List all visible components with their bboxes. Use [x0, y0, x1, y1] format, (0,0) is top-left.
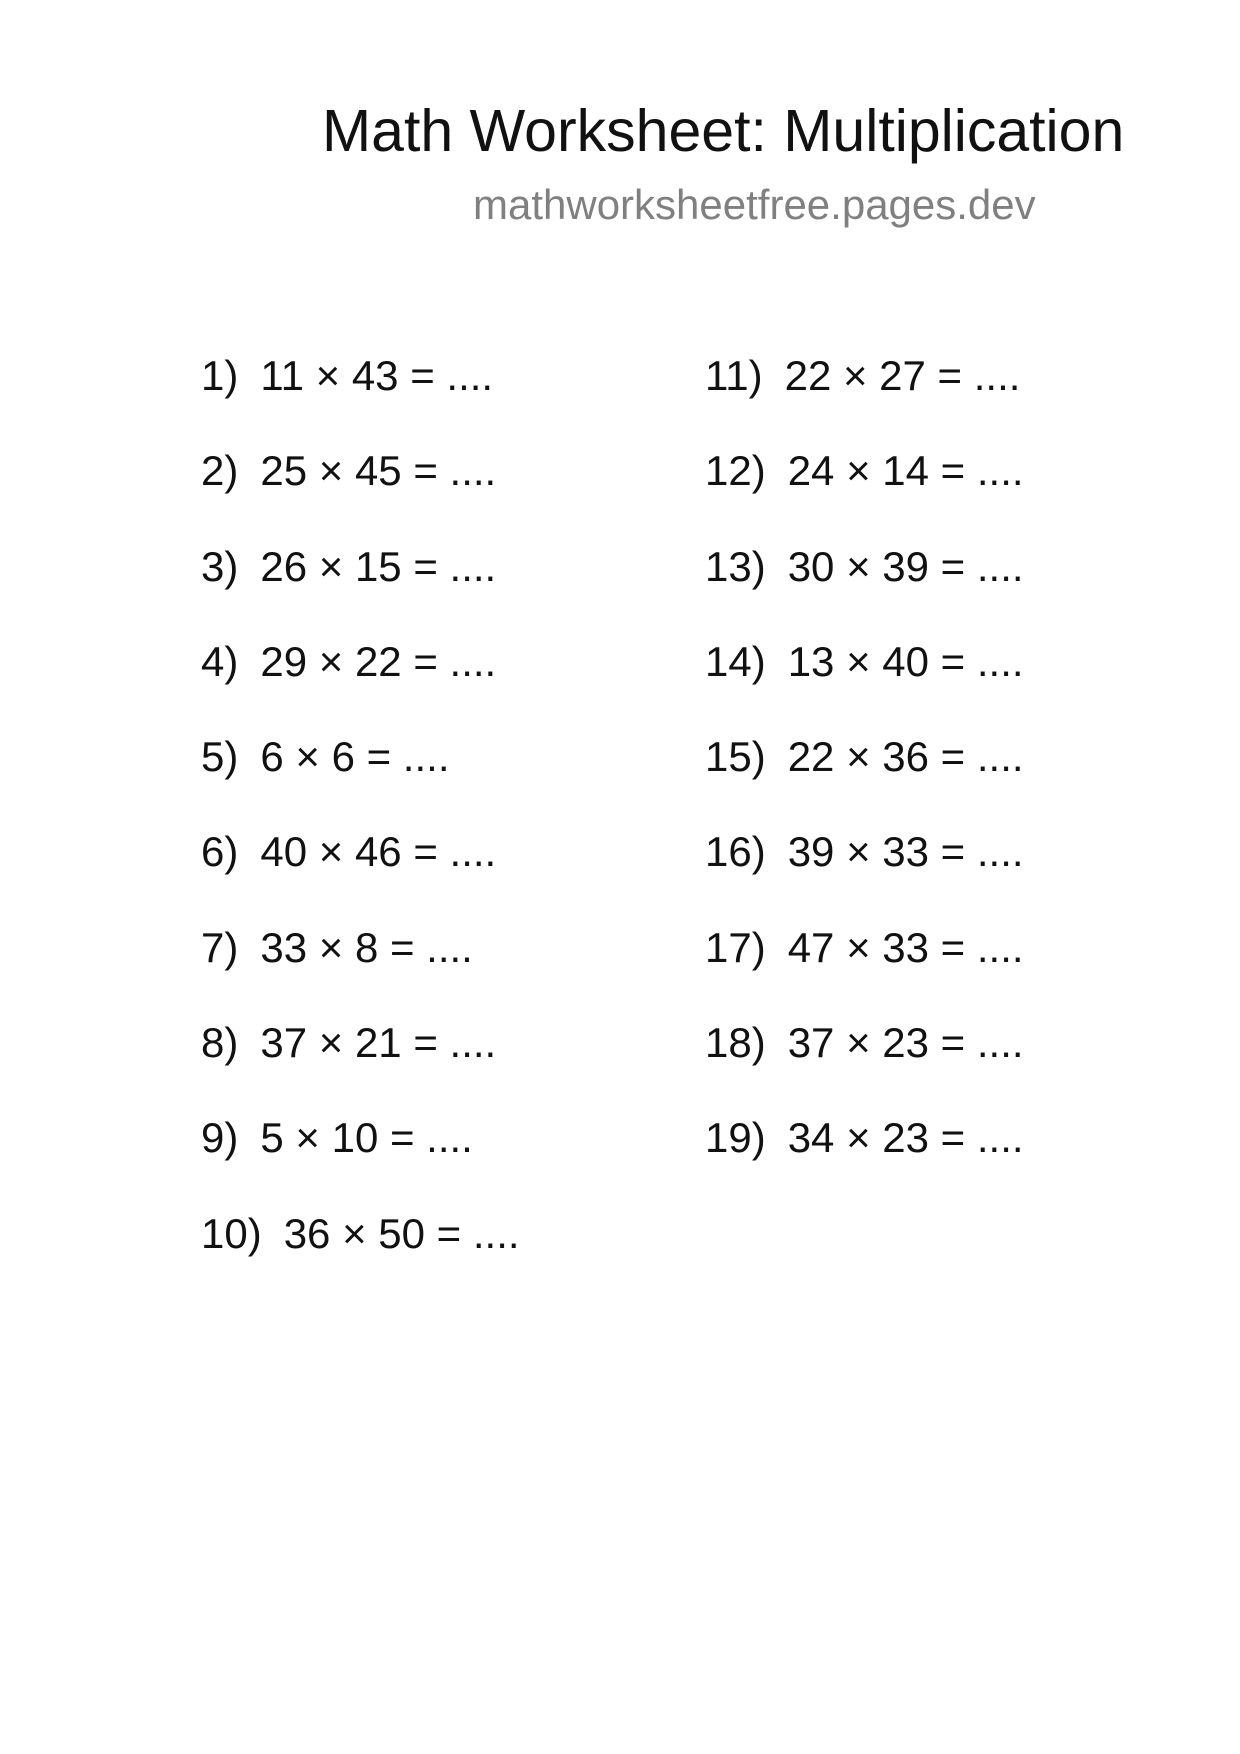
problem-column-left	[201, 351, 520, 1304]
problem-number: 12)	[705, 447, 766, 495]
problem-number: 1)	[201, 352, 239, 399]
problem-number: 19)	[705, 1114, 766, 1162]
problem-expression: 24 × 14 = ....	[787, 447, 1024, 495]
problem-item	[705, 542, 1024, 637]
problem-number: 11)	[705, 352, 763, 399]
problem-item	[201, 637, 520, 732]
problem-number: 15)	[705, 733, 766, 781]
problem-number: 16)	[705, 828, 766, 876]
problem-expression: 40 × 46 = ....	[260, 828, 497, 876]
problem-expression: 36 × 50 = ....	[283, 1209, 520, 1257]
problem-expression: 11 × 43 = ....	[260, 352, 494, 399]
problem-item	[201, 923, 520, 1018]
problem-expression: 6 × 6 = ....	[260, 733, 450, 781]
problem-expression: 39 × 33 = ....	[787, 828, 1024, 876]
problem-expression: 47 × 33 = ....	[787, 923, 1024, 971]
problem-expression: 5 × 10 = ....	[260, 1114, 473, 1162]
problem-item	[705, 827, 1024, 922]
problem-number: 10)	[201, 1209, 262, 1257]
problem-item	[705, 732, 1024, 827]
problem-expression: 34 × 23 = ....	[787, 1114, 1024, 1162]
problem-item	[201, 827, 520, 922]
problem-item	[705, 446, 1024, 541]
problem-number: 7)	[201, 923, 239, 971]
problem-item	[705, 1113, 1024, 1208]
problem-item	[201, 446, 520, 541]
problem-number: 2)	[201, 447, 239, 495]
problem-item	[201, 542, 520, 637]
problem-item	[705, 637, 1024, 732]
problem-item	[201, 732, 520, 827]
worksheet-title: Math Worksheet: Multiplication	[322, 98, 1125, 164]
problem-item	[201, 1209, 520, 1304]
problem-item	[705, 351, 1024, 446]
problem-expression: 33 × 8 = ....	[260, 923, 473, 971]
problem-expression: 22 × 36 = ....	[787, 733, 1024, 781]
problem-expression: 37 × 23 = ....	[787, 1019, 1024, 1067]
problem-number: 14)	[705, 637, 766, 685]
problem-item	[705, 923, 1024, 1018]
problem-expression: 13 × 40 = ....	[787, 637, 1024, 685]
problem-number: 17)	[705, 923, 766, 971]
problem-item	[201, 1113, 520, 1208]
worksheet-source-url: mathworksheetfree.pages.dev	[473, 181, 1036, 228]
problem-expression: 22 × 27 = ....	[784, 352, 1021, 399]
problem-number: 4)	[201, 637, 239, 685]
problem-number: 13)	[705, 542, 766, 590]
problem-number: 8)	[201, 1019, 239, 1067]
problem-number: 18)	[705, 1019, 766, 1067]
problem-expression: 26 × 15 = ....	[260, 542, 497, 590]
problem-column-right	[705, 351, 1024, 1209]
problem-expression: 37 × 21 = ....	[260, 1019, 497, 1067]
problem-item	[201, 1018, 520, 1113]
problem-expression: 29 × 22 = ....	[260, 637, 497, 685]
problem-number: 9)	[201, 1114, 239, 1162]
problem-item	[201, 351, 520, 446]
problem-number: 3)	[201, 542, 239, 590]
problem-number: 5)	[201, 733, 239, 781]
problem-expression: 30 × 39 = ....	[787, 542, 1024, 590]
problem-expression: 25 × 45 = ....	[260, 447, 497, 495]
problem-item	[705, 1018, 1024, 1113]
problem-number: 6)	[201, 828, 239, 876]
